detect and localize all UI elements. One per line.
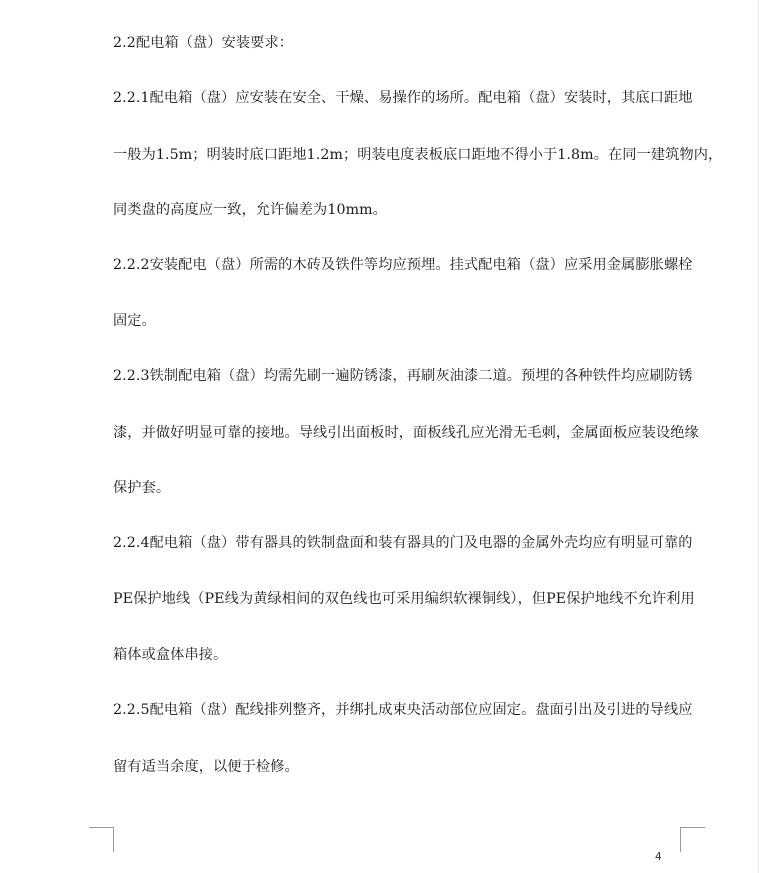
paragraph-line: 2.2.5配电箱（盘）配线排列整齐，并绑扎成束央活动部位应固定。盘面引出及引进的导线应 <box>113 702 693 718</box>
paragraph-line: 2.2.2安装配电（盘）所需的木砖及铁件等均应预埋。挂式配电箱（盘）应采用金属膨胀螺栓 <box>113 257 693 273</box>
paragraph-line: 2.2.1配电箱（盘）应安装在安全、干燥、易操作的场所。配电箱（盘）安装时，其底口距地 <box>113 90 693 106</box>
paragraph-line: PE保护地线（PE线为黄绿相间的双色线也可采用编织软裸铜线），但PE保护地线不允许利用 <box>113 591 695 607</box>
paragraph-line: 漆，并做好明显可靠的接地。导线引出面板时，面板线孔应光滑无毛刺，金属面板应装设绝缘 <box>113 425 699 441</box>
margin-corner-mark-right <box>680 827 705 852</box>
margin-corner-mark-left <box>89 827 114 852</box>
paragraph-line: 保护套。 <box>113 480 171 496</box>
paragraph-line: 2.2.4配电箱（盘）带有器具的铁制盘面和装有器具的门及电器的金属外壳均应有明显可靠的 <box>113 535 693 551</box>
paragraph-line: 同类盘的高度应一致，允许偏差为10mm。 <box>113 202 387 218</box>
paragraph-line: 一般为1.5m；明装时底口距地1.2m；明装电度表板底口距地不得小于1.8m。在同一建筑物内， <box>113 147 723 163</box>
paragraph-line: 固定。 <box>113 313 156 329</box>
section-heading: 2.2配电箱（盘）安装要求： <box>113 35 294 51</box>
paragraph-line: 2.2.3铁制配电箱（盘）均需先刷一遍防锈漆，再刷灰油漆二道。预埋的各种铁件均应刷防锈 <box>113 368 693 384</box>
paragraph-line: 留有适当余度，以便于检修。 <box>113 759 299 775</box>
page-number: 4 <box>655 850 662 863</box>
paragraph-line: 箱体或盒体串接。 <box>113 647 228 663</box>
